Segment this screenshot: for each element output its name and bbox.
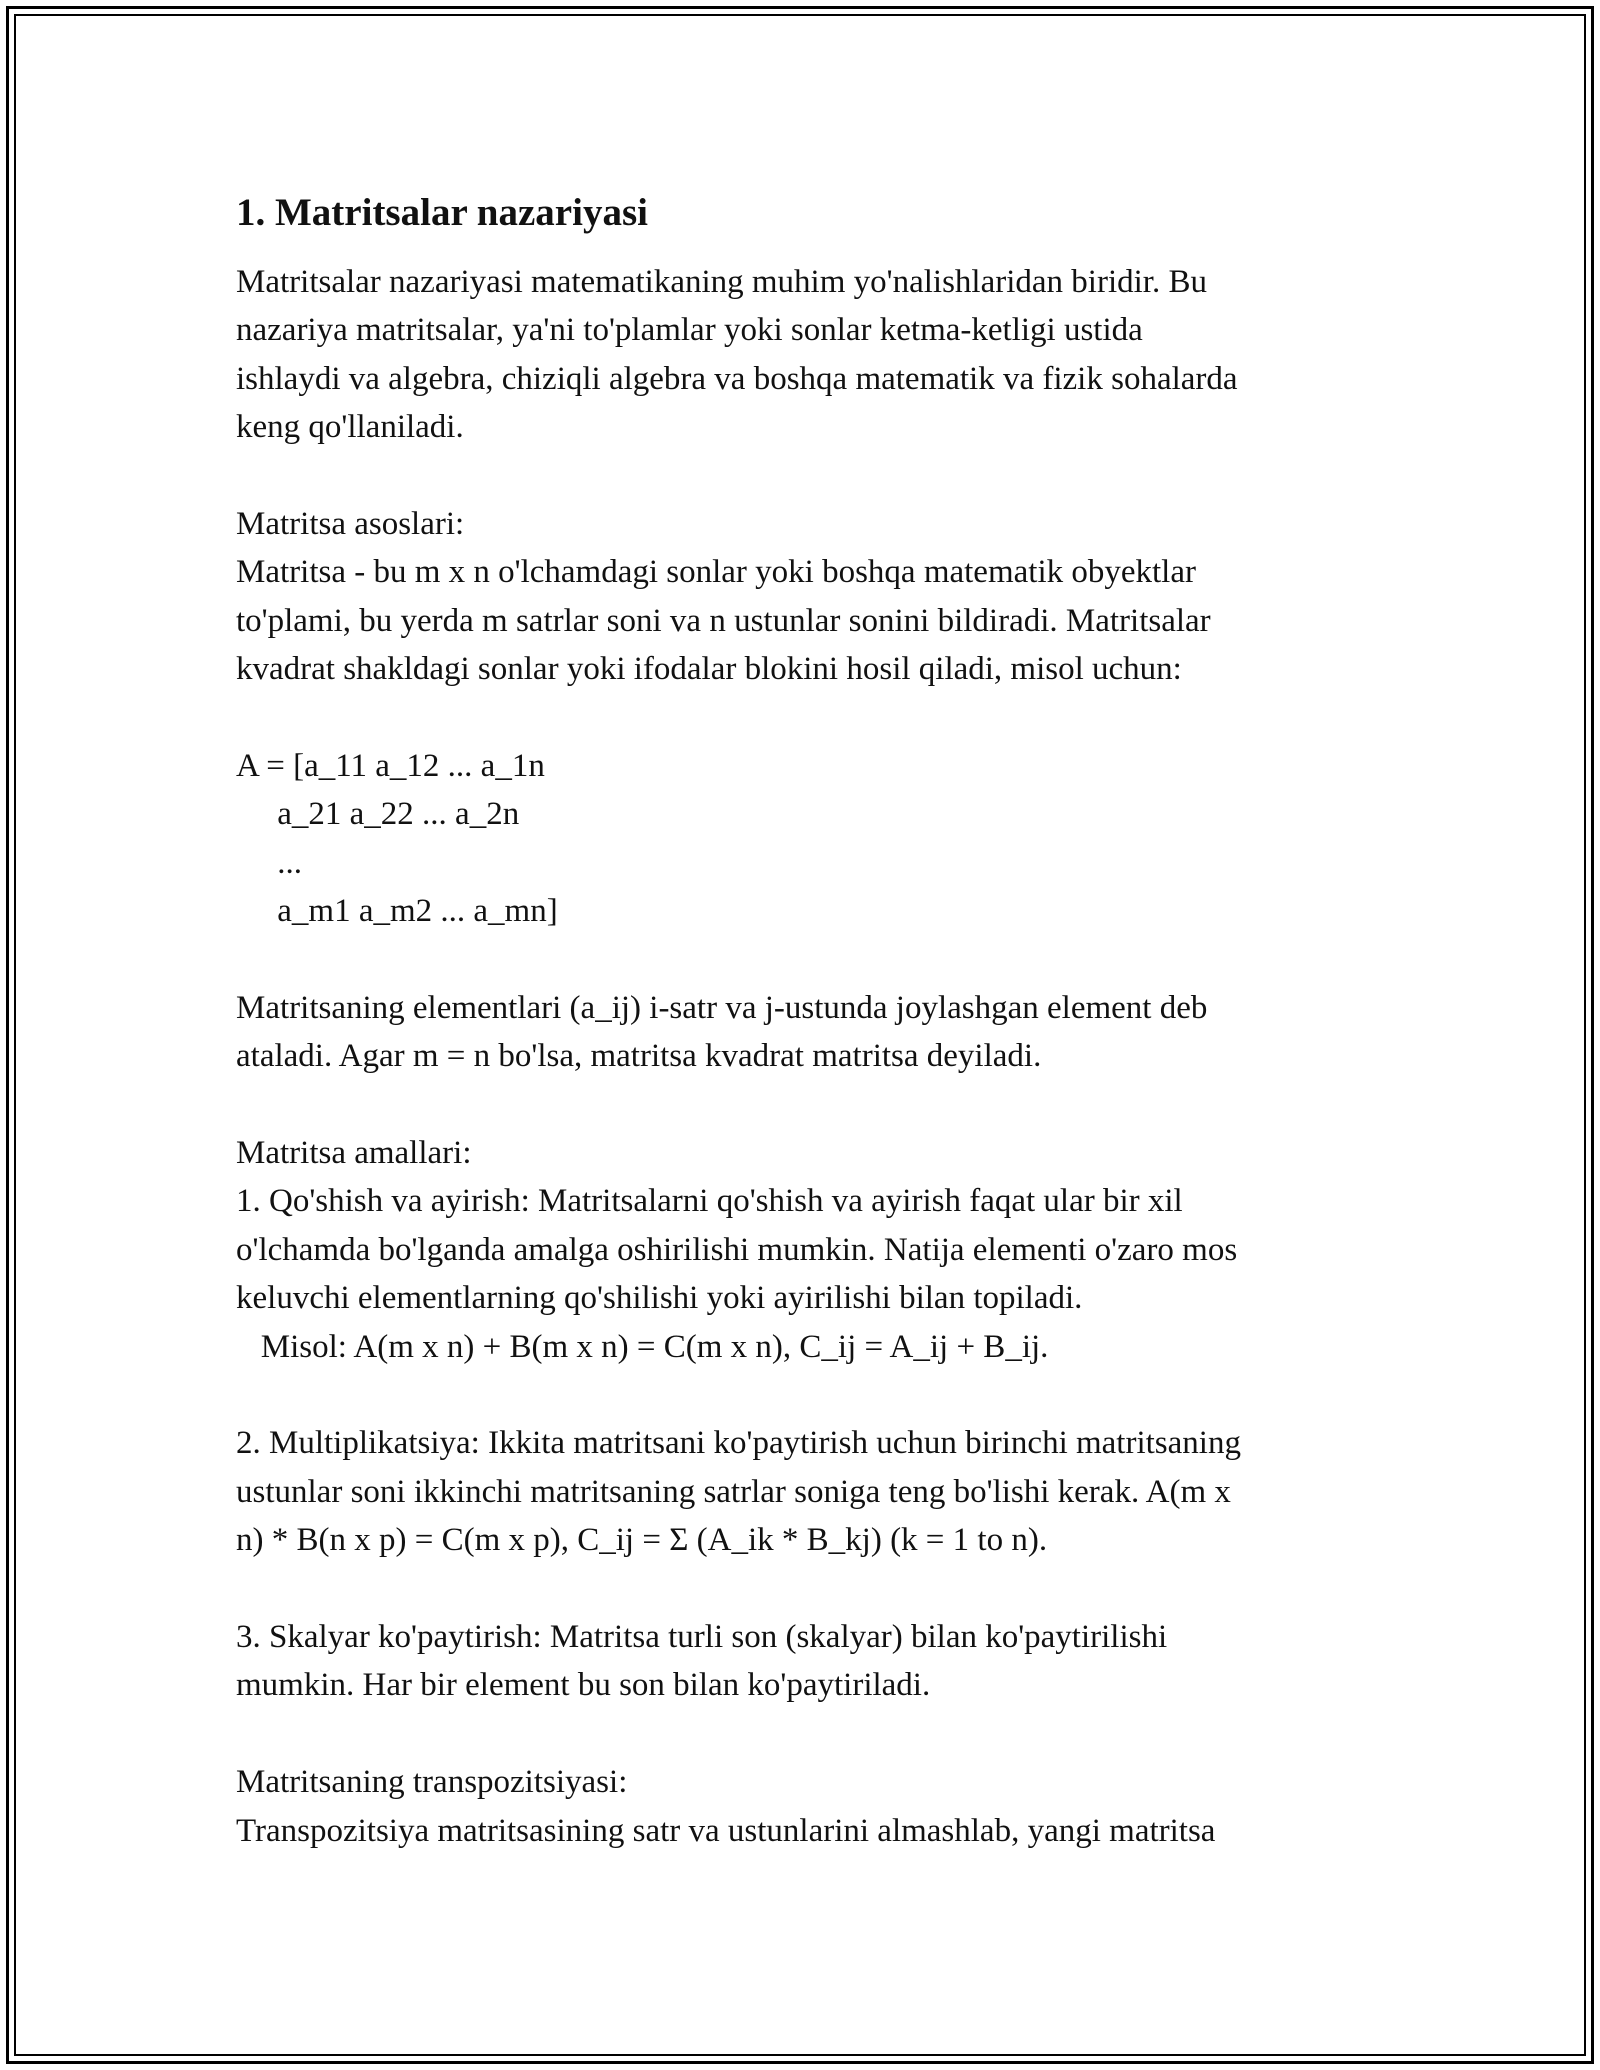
subheading-line: Matritsa asoslari: bbox=[236, 505, 465, 542]
subheading-line: Matritsaning transpozitsiyasi: bbox=[236, 1764, 628, 1801]
list-item-line: 2. Multiplikatsiya: Ikkita matritsani ko'paytirish uchun birinchi matritsaning bbox=[236, 1425, 1241, 1462]
blank-line bbox=[236, 452, 1366, 500]
blank-line bbox=[236, 694, 1366, 742]
body-line: keng qo'llaniladi. bbox=[236, 409, 464, 446]
document-page bbox=[236, 186, 1366, 1855]
body-line: n) * B(n x p) = C(m x p), C_ij = Σ (A_ik * B_kj) (k = 1 to n). bbox=[236, 1522, 1048, 1559]
body-line: o'lchamda bo'lganda amalga oshirilishi mumkin. Natija elementi o'zaro mos bbox=[236, 1231, 1238, 1268]
body-line: ustunlar soni ikkinchi matritsaning satrlar soniga teng bo'lishi kerak. A(m x bbox=[236, 1473, 1231, 1510]
body-line: ishlaydi va algebra, chiziqli algebra va boshqa matematik va fizik sohalarda bbox=[236, 360, 1238, 397]
blank-line bbox=[236, 1565, 1366, 1613]
list-item-line: 3. Skalyar ko'paytirish: Matritsa turli son (skalyar) bilan ko'paytirilishi bbox=[236, 1618, 1168, 1655]
matrix-line: a_21 a_22 ... a_2n bbox=[236, 796, 520, 833]
blank-line bbox=[236, 1081, 1366, 1129]
body-line: Matritsaning elementlari (a_ij) i-satr va j-ustunda joylashgan element deb bbox=[236, 989, 1208, 1026]
blank-line bbox=[236, 1710, 1366, 1758]
body-line: keluvchi elementlarning qo'shilishi yoki ayirilishi bilan topiladi. bbox=[236, 1280, 1083, 1317]
body-line: to'plami, bu yerda m satrlar soni va n ustunlar sonini bildiradi. Matritsalar bbox=[236, 602, 1211, 639]
list-item-line: 1. Qo'shish va ayirish: Matritsalarni qo'shish va ayirish faqat ular bir xil bbox=[236, 1183, 1183, 1220]
body-line: Transpozitsiya matritsasining satr va ustunlarini almashlab, yangi matritsa bbox=[236, 1812, 1216, 1849]
matrix-line: A = [a_11 a_12 ... a_1n bbox=[236, 747, 545, 784]
body-line: Matritsa - bu m x n o'lchamdagi sonlar yoki boshqa matematik obyektlar bbox=[236, 554, 1196, 591]
blank-line bbox=[236, 1371, 1366, 1419]
body-line: mumkin. Har bir element bu son bilan ko'paytiriladi. bbox=[236, 1667, 931, 1704]
body-line: nazariya matritsalar, ya'ni to'plamlar yoki sonlar ketma-ketligi ustida bbox=[236, 312, 1143, 349]
document-body bbox=[236, 258, 1366, 1855]
matrix-line: a_m1 a_m2 ... a_mn] bbox=[236, 893, 558, 930]
body-line: ataladi. Agar m = n bo'lsa, matritsa kvadrat matritsa deyiladi. bbox=[236, 1038, 1042, 1075]
example-line: Misol: A(m x n) + B(m x n) = C(m x n), C_ij = A_ij + B_ij. bbox=[236, 1328, 1049, 1365]
section-heading: 1. Matritsalar nazariyasi bbox=[236, 191, 648, 234]
blank-line bbox=[236, 935, 1366, 983]
body-line: kvadrat shakldagi sonlar yoki ifodalar blokini hosil qiladi, misol uchun: bbox=[236, 651, 1182, 688]
body-line: Matritsalar nazariyasi matematikaning muhim yo'nalishlaridan biridir. Bu bbox=[236, 264, 1207, 300]
subheading-line: Matritsa amallari: bbox=[236, 1135, 472, 1172]
matrix-line: ... bbox=[236, 844, 302, 881]
